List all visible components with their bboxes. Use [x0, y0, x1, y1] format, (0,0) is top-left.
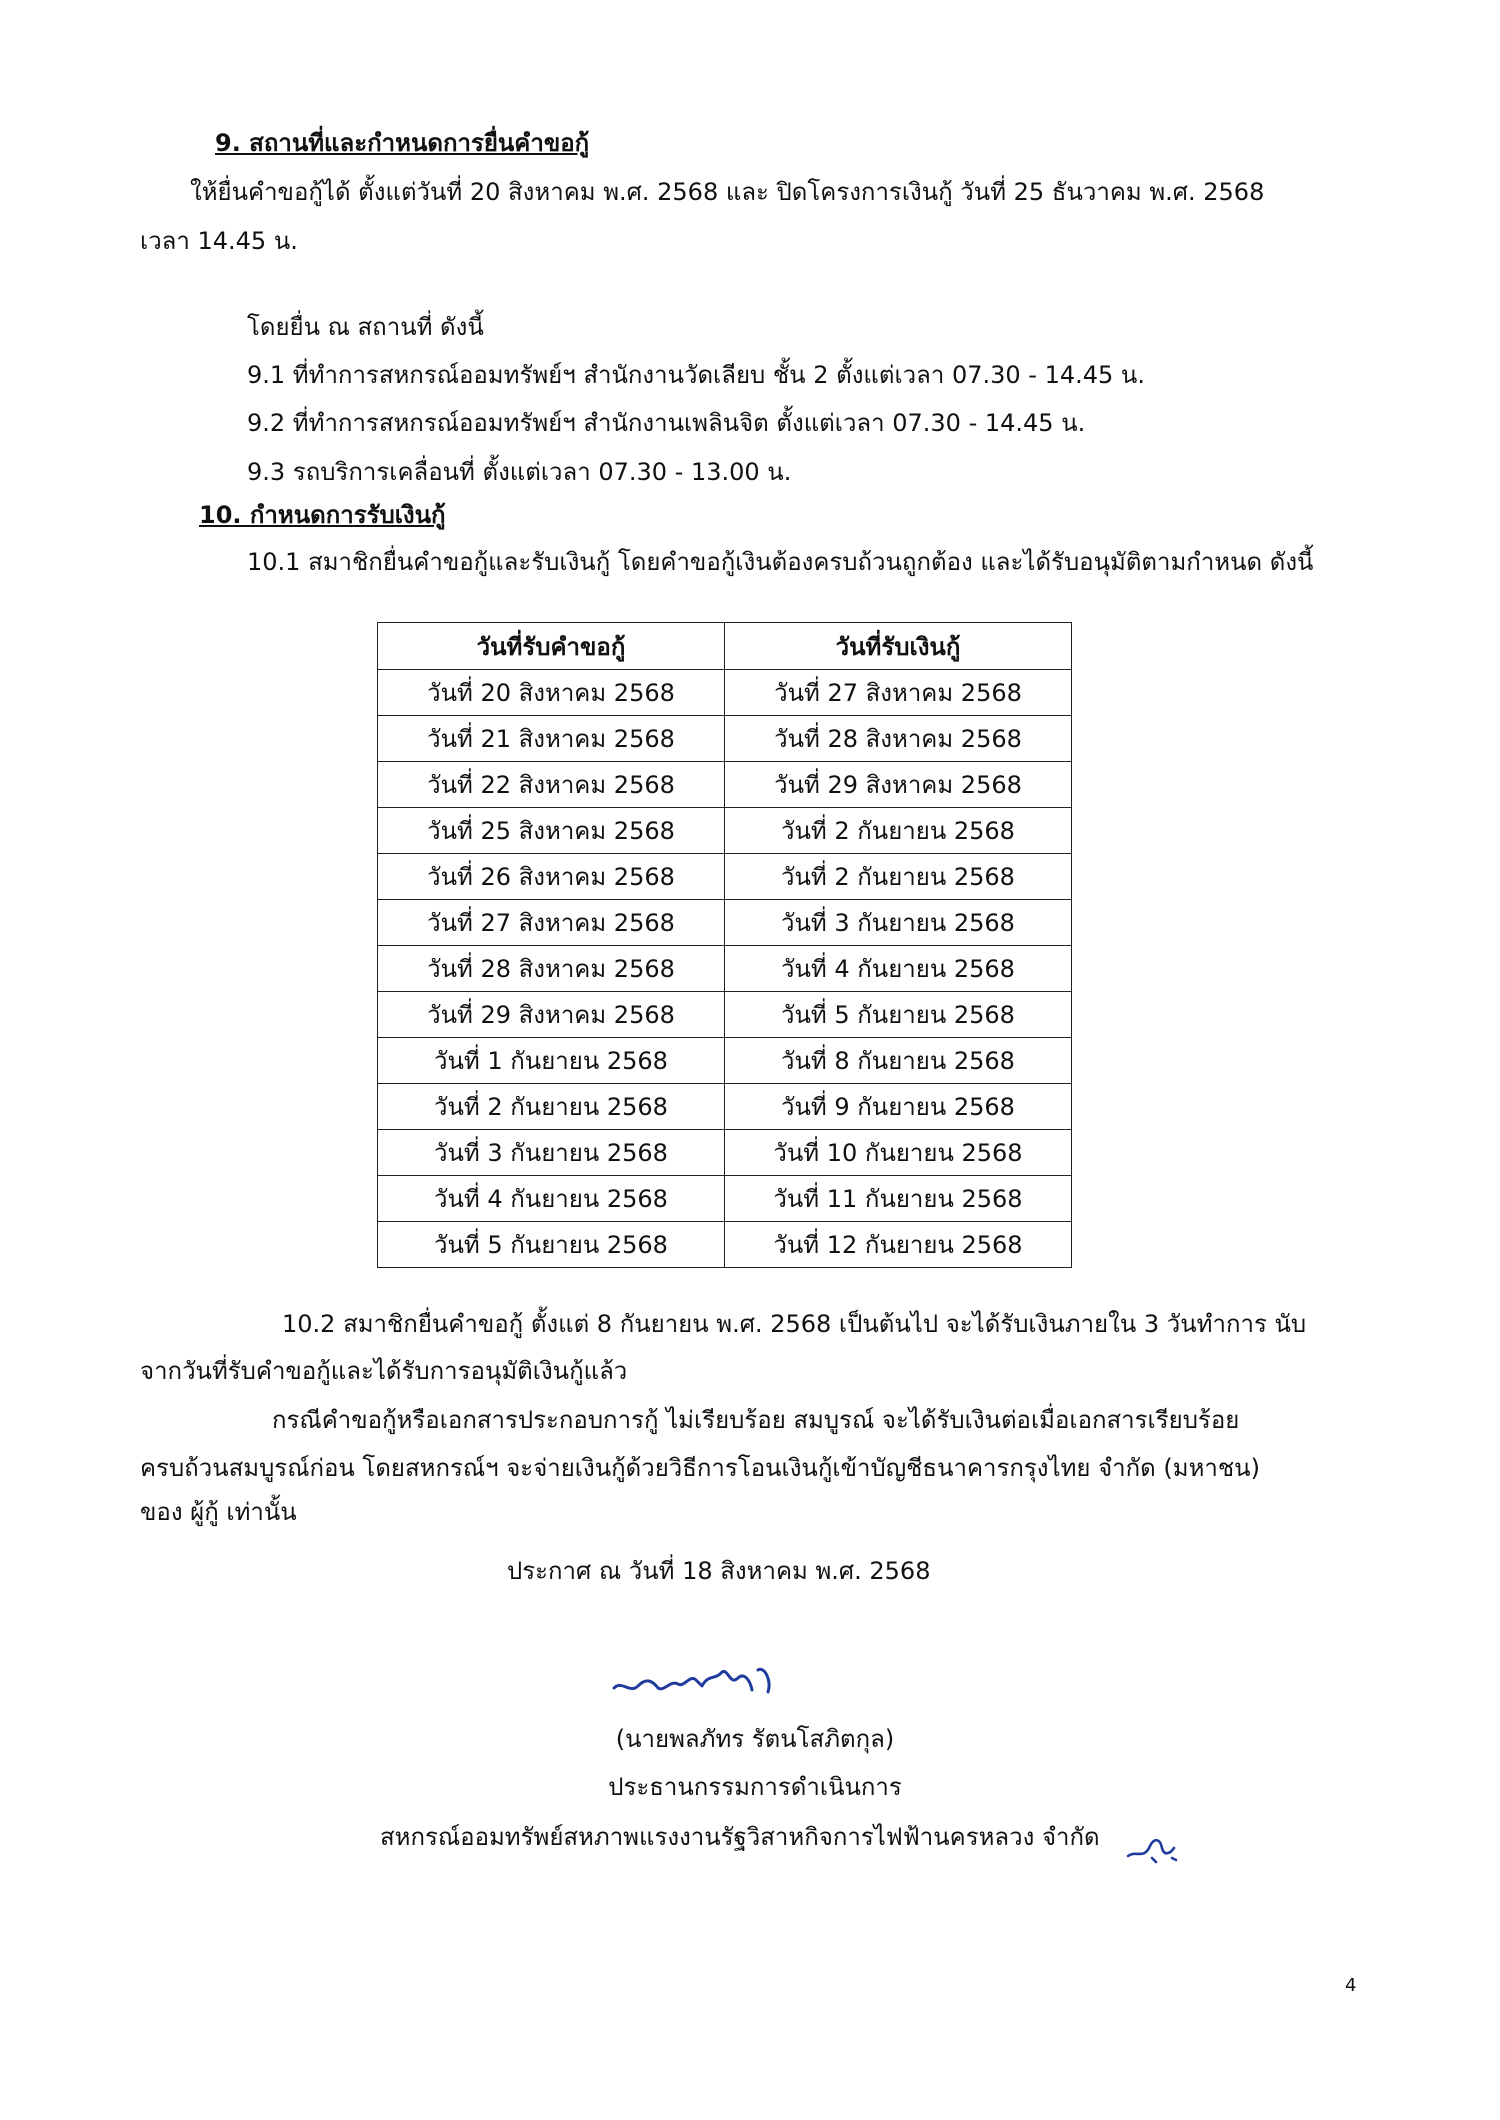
receive-date-cell: วันที่ 29 สิงหาคม 2568 — [725, 762, 1072, 808]
request-date-cell: วันที่ 5 กันยายน 2568 — [378, 1222, 725, 1268]
receive-date-cell: วันที่ 5 กันยายน 2568 — [725, 992, 1072, 1038]
note-line-2: ครบถ้วนสมบูรณ์ก่อน โดยสหกรณ์ฯ จะจ่ายเงินกู้ด้วยวิธีการโอนเงินกู้เข้าบัญชีธนาคารกรุงไทย จำกัด (มหาชน) — [140, 1454, 1260, 1482]
table-row — [378, 716, 1072, 762]
receive-date-cell: วันที่ 8 กันยายน 2568 — [725, 1038, 1072, 1084]
request-date-cell: วันที่ 4 กันยายน 2568 — [378, 1176, 725, 1222]
receive-date-cell: วันที่ 2 กันยายน 2568 — [725, 808, 1072, 854]
receive-date-cell: วันที่ 4 กันยายน 2568 — [725, 946, 1072, 992]
header-receive-date: วันที่รับเงินกู้ — [725, 623, 1072, 670]
place-9-2: 9.2 ที่ทำการสหกรณ์ออมทรัพย์ฯ สำนักงานเพลินจิต ตั้งแต่เวลา 07.30 - 14.45 น. — [247, 409, 1086, 437]
page-number: 4 — [1345, 1975, 1357, 1996]
place-9-3: 9.3 รถบริการเคลื่อนที่ ตั้งแต่เวลา 07.30 - 13.00 น. — [247, 458, 792, 486]
table-row — [378, 1176, 1072, 1222]
table-row — [378, 854, 1072, 900]
note-line-1: กรณีคำขอกู้หรือเอกสารประกอบการกู้ ไม่เรียบร้อย สมบูรณ์ จะได้รับเงินต่อเมื่อเอกสารเรียบร้อย — [272, 1406, 1240, 1434]
header-request-date: วันที่รับคำขอกู้ — [378, 623, 725, 670]
receive-date-cell: วันที่ 10 กันยายน 2568 — [725, 1130, 1072, 1176]
table-row — [378, 1222, 1072, 1268]
table-header-row — [378, 623, 1072, 670]
receive-date-cell: วันที่ 28 สิงหาคม 2568 — [725, 716, 1072, 762]
table-row — [378, 670, 1072, 716]
receive-date-cell: วันที่ 3 กันยายน 2568 — [725, 900, 1072, 946]
note-line-3: ของ ผู้กู้ เท่านั้น — [140, 1498, 297, 1526]
receive-date-cell: วันที่ 11 กันยายน 2568 — [725, 1176, 1072, 1222]
section-10-heading: 10. กำหนดการรับเงินกู้ — [199, 501, 446, 529]
table-row — [378, 1130, 1072, 1176]
section-10-item-2-line-2: จากวันที่รับคำขอกู้และได้รับการอนุมัติเงินกู้แล้ว — [140, 1357, 628, 1385]
table-row — [378, 762, 1072, 808]
section-10-item-1: 10.1 สมาชิกยื่นคำขอกู้และรับเงินกู้ โดยคำขอกู้เงินต้องครบถ้วนถูกต้อง และได้รับอนุมัติตามกำหนด ดังนี้ — [247, 548, 1314, 576]
request-date-cell: วันที่ 3 กันยายน 2568 — [378, 1130, 725, 1176]
table-row — [378, 808, 1072, 854]
table-row — [378, 992, 1072, 1038]
table-row — [378, 1084, 1072, 1130]
section-9-heading: 9. สถานที่และกำหนดการยื่นคำขอกู้ — [215, 129, 590, 157]
signatory-title: ประธานกรรมการดำเนินการ — [608, 1773, 902, 1801]
loan-schedule-table — [377, 622, 1072, 1268]
initials-mark — [1122, 1820, 1182, 1864]
places-intro: โดยยื่น ณ สถานที่ ดังนี้ — [247, 313, 484, 341]
signature-mark — [612, 1650, 792, 1700]
receive-date-cell: วันที่ 12 กันยายน 2568 — [725, 1222, 1072, 1268]
request-date-cell: วันที่ 27 สิงหาคม 2568 — [378, 900, 725, 946]
section-10-item-2-line-1: 10.2 สมาชิกยื่นคำขอกู้ ตั้งแต่ 8 กันยายน พ.ศ. 2568 เป็นต้นไป จะได้รับเงินภายใน 3 วันทำการ นับ — [282, 1310, 1307, 1338]
table-row — [378, 1038, 1072, 1084]
table-row — [378, 946, 1072, 992]
section-9-line-1: ให้ยื่นคำขอกู้ได้ ตั้งแต่วันที่ 20 สิงหาคม พ.ศ. 2568 และ ปิดโครงการเงินกู้ วันที่ 25 ธันวาคม พ.ศ. 2568 — [190, 178, 1265, 206]
announcement-date: ประกาศ ณ วันที่ 18 สิงหาคม พ.ศ. 2568 — [507, 1557, 931, 1585]
table-row — [378, 900, 1072, 946]
signatory-name: (นายพลภัทร รัตนโสภิตกุล) — [615, 1725, 895, 1753]
request-date-cell: วันที่ 29 สิงหาคม 2568 — [378, 992, 725, 1038]
receive-date-cell: วันที่ 2 กันยายน 2568 — [725, 854, 1072, 900]
request-date-cell: วันที่ 2 กันยายน 2568 — [378, 1084, 725, 1130]
request-date-cell: วันที่ 28 สิงหาคม 2568 — [378, 946, 725, 992]
request-date-cell: วันที่ 20 สิงหาคม 2568 — [378, 670, 725, 716]
request-date-cell: วันที่ 1 กันยายน 2568 — [378, 1038, 725, 1084]
request-date-cell: วันที่ 26 สิงหาคม 2568 — [378, 854, 725, 900]
section-9-line-2: เวลา 14.45 น. — [140, 227, 298, 255]
request-date-cell: วันที่ 25 สิงหาคม 2568 — [378, 808, 725, 854]
request-date-cell: วันที่ 22 สิงหาคม 2568 — [378, 762, 725, 808]
receive-date-cell: วันที่ 9 กันยายน 2568 — [725, 1084, 1072, 1130]
receive-date-cell: วันที่ 27 สิงหาคม 2568 — [725, 670, 1072, 716]
request-date-cell: วันที่ 21 สิงหาคม 2568 — [378, 716, 725, 762]
place-9-1: 9.1 ที่ทำการสหกรณ์ออมทรัพย์ฯ สำนักงานวัดเลียบ ชั้น 2 ตั้งแต่เวลา 07.30 - 14.45 น. — [247, 361, 1145, 389]
signatory-organization: สหกรณ์ออมทรัพย์สหภาพแรงงานรัฐวิสาหกิจการไฟฟ้านครหลวง จำกัด — [380, 1823, 1100, 1851]
